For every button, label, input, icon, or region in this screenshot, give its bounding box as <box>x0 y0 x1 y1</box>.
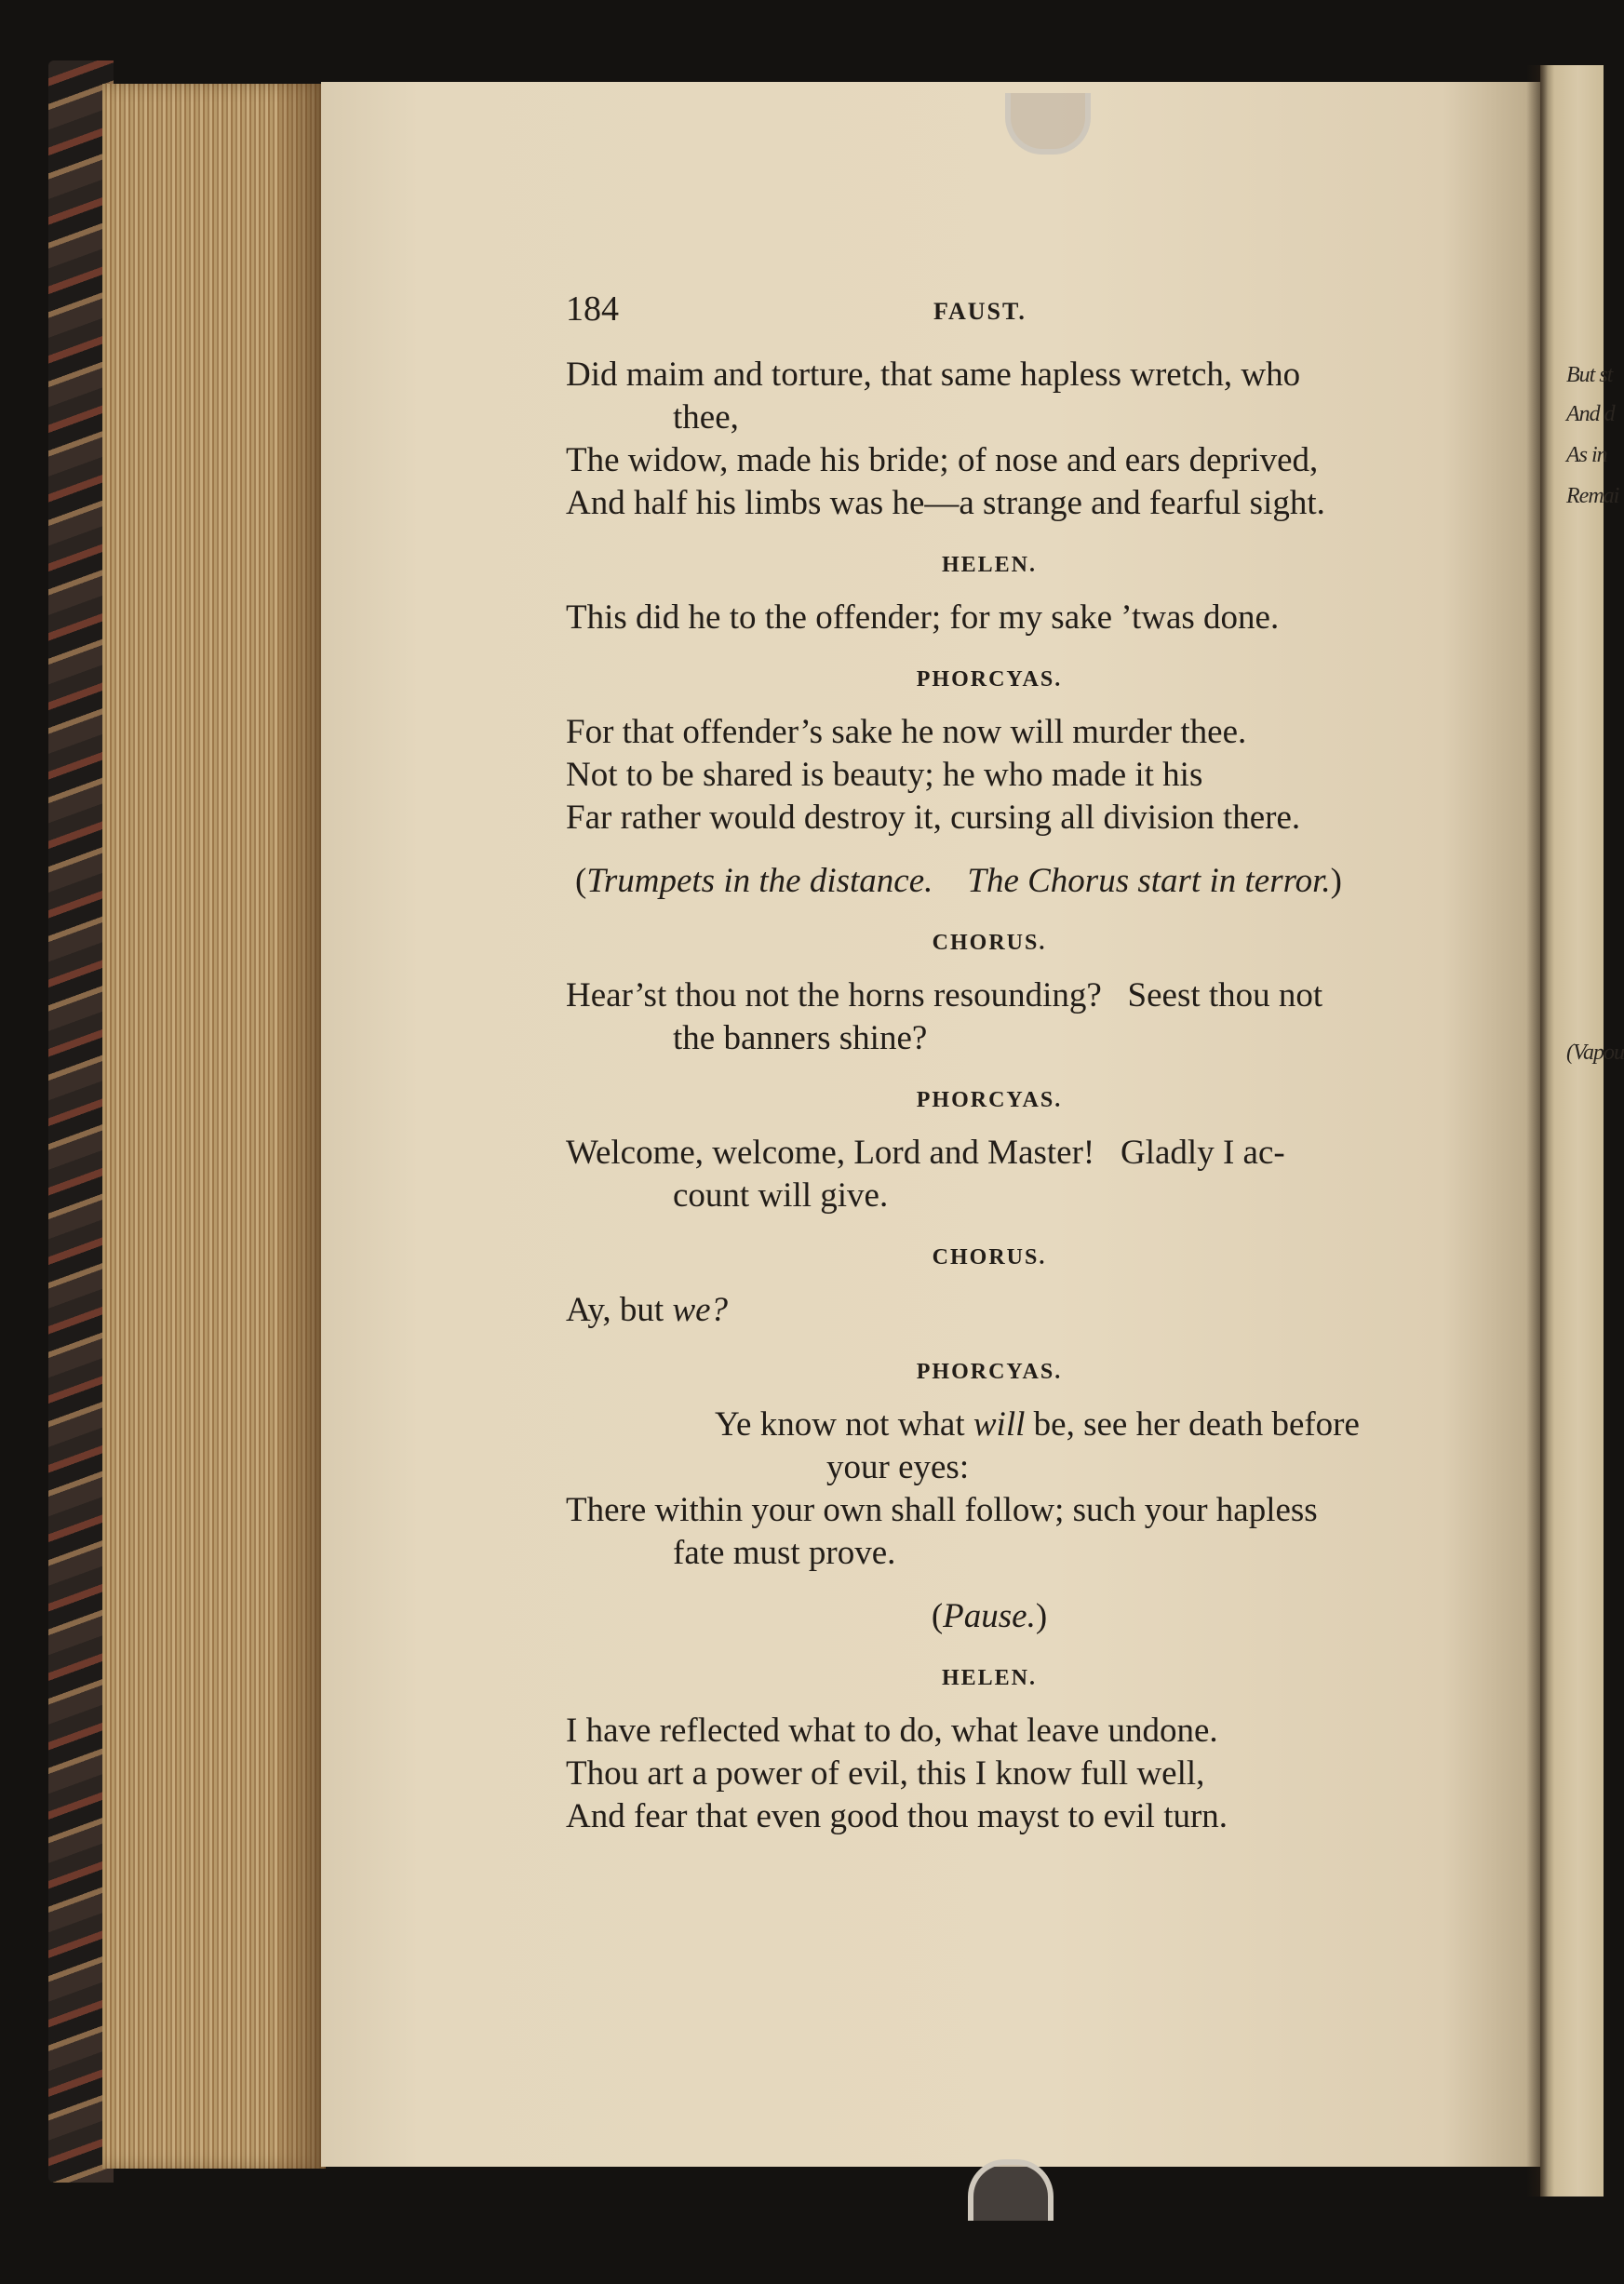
verse-line: This did he to the offender; for my sake ’twas done. <box>566 598 1280 637</box>
verse-line: fate must prove. <box>673 1534 896 1572</box>
facing-page-fragment: (Vapou <box>1566 1041 1624 1065</box>
stage-direction <box>566 1595 1413 1638</box>
verse-line: Did maim and torture, that same hapless wretch, who <box>566 356 1301 394</box>
stage-direction <box>566 860 1413 903</box>
speaker-heading: HELEN. <box>941 1666 1038 1690</box>
verse-line: count will give. <box>673 1176 889 1215</box>
verse-text: Ye know not what <box>715 1405 973 1444</box>
verse-line <box>566 1404 1413 1446</box>
verse-line: thee, <box>673 398 739 437</box>
page-clip-icon <box>1005 93 1091 155</box>
verse-text: be, see her death before <box>1025 1405 1360 1444</box>
facing-page-fragment: But st <box>1566 363 1613 387</box>
speaker-heading: HELEN. <box>941 553 1038 577</box>
facing-page-fragment: As in <box>1566 443 1607 467</box>
verse-line: I have reflected what to do, what leave undone. <box>566 1712 1218 1750</box>
stage-paren-close: ) <box>1035 1597 1048 1635</box>
stage-direction-text: Trumpets in the distance. <box>586 862 933 900</box>
verse-emphasis: will <box>973 1405 1026 1444</box>
verse-text: Ay, but <box>566 1291 673 1329</box>
stage-direction-text: The Chorus start in terror. <box>967 862 1331 900</box>
speaker-heading: CHORUS. <box>932 1245 1047 1270</box>
stage-paren-close: ) <box>1330 862 1342 900</box>
verse-line: Thou art a power of evil, this I know full well, <box>566 1754 1205 1793</box>
speaker-heading: PHORCYAS. <box>916 667 1063 692</box>
stage-paren-open: ( <box>575 862 587 900</box>
verse-line: Not to be shared is beauty; he who made it his <box>566 756 1203 794</box>
facing-page-fragment: And d <box>1566 402 1615 426</box>
speaker-heading: PHORCYAS. <box>916 1360 1063 1384</box>
verse-line: Hear’st thou not the horns resounding? Seest thou not <box>566 976 1323 1014</box>
verse-line: And fear that even good thou mayst to evil turn. <box>566 1797 1228 1835</box>
gutter-shadow <box>1526 65 1554 2197</box>
speaker-heading: CHORUS. <box>932 931 1047 955</box>
verse-line: For that offender’s sake he now will murder thee. <box>566 713 1247 751</box>
verse-line: There within your own shall follow; such your hapless <box>566 1491 1318 1529</box>
stage-direction-text: Pause. <box>943 1597 1036 1635</box>
verse-line: And half his limbs was he—a strange and fearful sight. <box>566 484 1325 522</box>
speaker-heading: PHORCYAS. <box>916 1088 1063 1112</box>
verse-line: Welcome, welcome, Lord and Master! Gladly I ac- <box>566 1134 1285 1172</box>
stage-paren-open: ( <box>931 1597 944 1635</box>
facing-page-fragment: Remai <box>1566 484 1619 508</box>
verse-line <box>566 1289 1413 1332</box>
verse-line: Far rather would destroy it, cursing all division there. <box>566 799 1301 837</box>
page-text <box>566 289 1413 1838</box>
verse-line: the banners shine? <box>673 1019 928 1057</box>
running-title: FAUST. <box>933 298 1027 325</box>
page-header <box>566 289 1413 354</box>
page-number: 184 <box>566 289 619 329</box>
verse-line: your eyes: <box>826 1448 970 1486</box>
page-edge-shadow <box>279 84 326 2169</box>
verse-emphasis: we? <box>672 1291 729 1329</box>
verse-line: The widow, made his bride; of nose and ears deprived, <box>566 441 1319 479</box>
page-clip-icon <box>968 2159 1054 2221</box>
